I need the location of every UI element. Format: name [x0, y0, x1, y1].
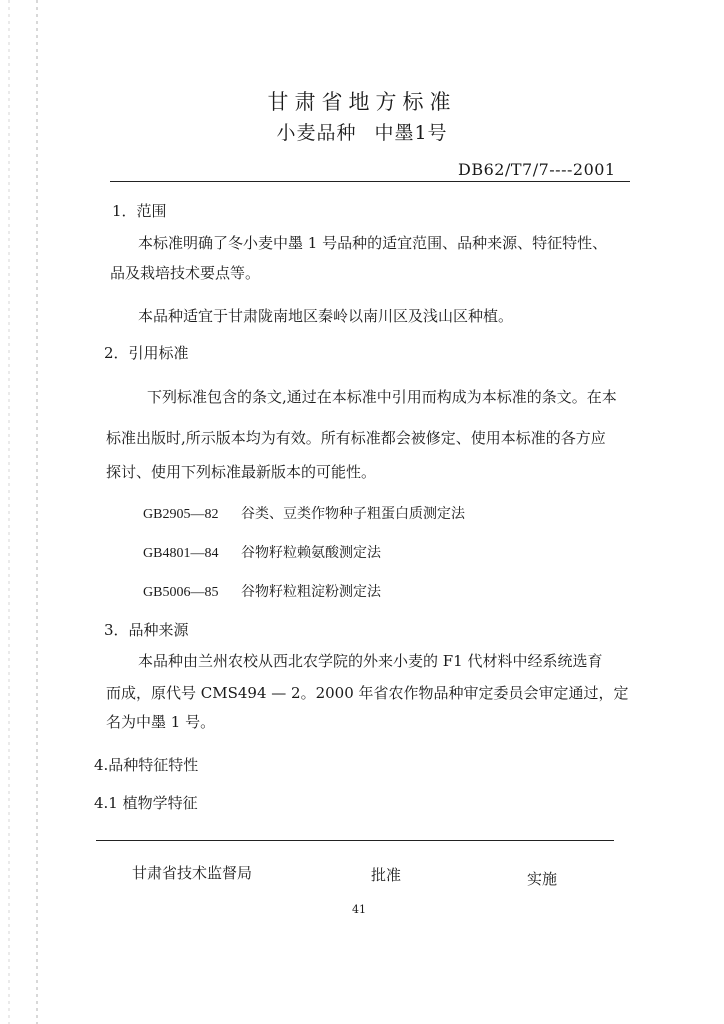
- reference-title: 谷类、豆类作物种子粗蛋白质测定法: [241, 506, 465, 522]
- section-4-1-heading: 4.1 植物学特征: [94, 794, 198, 812]
- reference-code: GB5006—85: [143, 585, 219, 600]
- section-3-heading: 3．品种来源: [104, 621, 189, 639]
- section-2-heading: 2．引用标准: [104, 344, 189, 362]
- section-1-heading: 1．范围: [112, 202, 167, 220]
- section-4-heading: 4.品种特征特性: [94, 756, 199, 774]
- reference-code: GB2905—82: [143, 507, 219, 522]
- reference-standard: [143, 542, 381, 562]
- footer-approve: 批准: [371, 866, 402, 884]
- footer-implement: 实施: [527, 870, 558, 888]
- subtitle-variety: 中墨1号: [374, 122, 448, 144]
- section-1-para-1-line-2: 品及栽培技术要点等。: [110, 264, 261, 282]
- section-3-para-line-3: 名为中墨 1 号。: [106, 713, 216, 731]
- section-2-para-line-2: 标准出版时,所示版本均为有效。所有标准都会被修定、使用本标准的各方应: [106, 429, 606, 447]
- scan-edge-artifact: [8, 0, 10, 1024]
- scan-edge-artifact: [36, 0, 38, 1024]
- reference-title: 谷物籽粒赖氨酸测定法: [241, 545, 381, 561]
- section-2-para-line-1: 下列标准包含的条文,通过在本标准中引用而构成为本标准的条文。在本: [147, 388, 617, 406]
- header-rule: [110, 181, 630, 182]
- reference-code: GB4801—84: [143, 546, 219, 561]
- page-number: 41: [352, 903, 366, 916]
- section-1-para-2: 本品种适宜于甘肃陇南地区秦岭以南川区及浅山区种植。: [138, 307, 514, 325]
- section-3-para-line-1: 本品种由兰州农校从西北农学院的外来小麦的 F1 代材料中经系统选育: [138, 652, 603, 670]
- document-title: 甘肃省地方标准: [267, 90, 457, 114]
- footer-rule: [96, 840, 614, 841]
- section-3-para-line-2: 而成，原代号 CMS494 — 2。2000 年省农作物品种审定委员会审定通过，定: [106, 684, 629, 702]
- section-2-para-line-3: 探讨、使用下列标准最新版本的可能性。: [106, 463, 377, 481]
- standard-code: DB62/T7/7----2001: [458, 160, 616, 179]
- reference-title: 谷物籽粒粗淀粉测定法: [241, 584, 381, 600]
- footer-issuer: 甘肃省技术监督局: [132, 864, 253, 882]
- reference-standard: [143, 503, 465, 523]
- section-1-para-1-line-1: 本标准明确了冬小麦中墨 1 号品种的适宜范围、品种来源、特征特性、: [138, 234, 608, 252]
- reference-standard: [143, 581, 381, 601]
- document-subtitle: [0, 118, 724, 145]
- subtitle-main: 小麦品种: [276, 122, 357, 144]
